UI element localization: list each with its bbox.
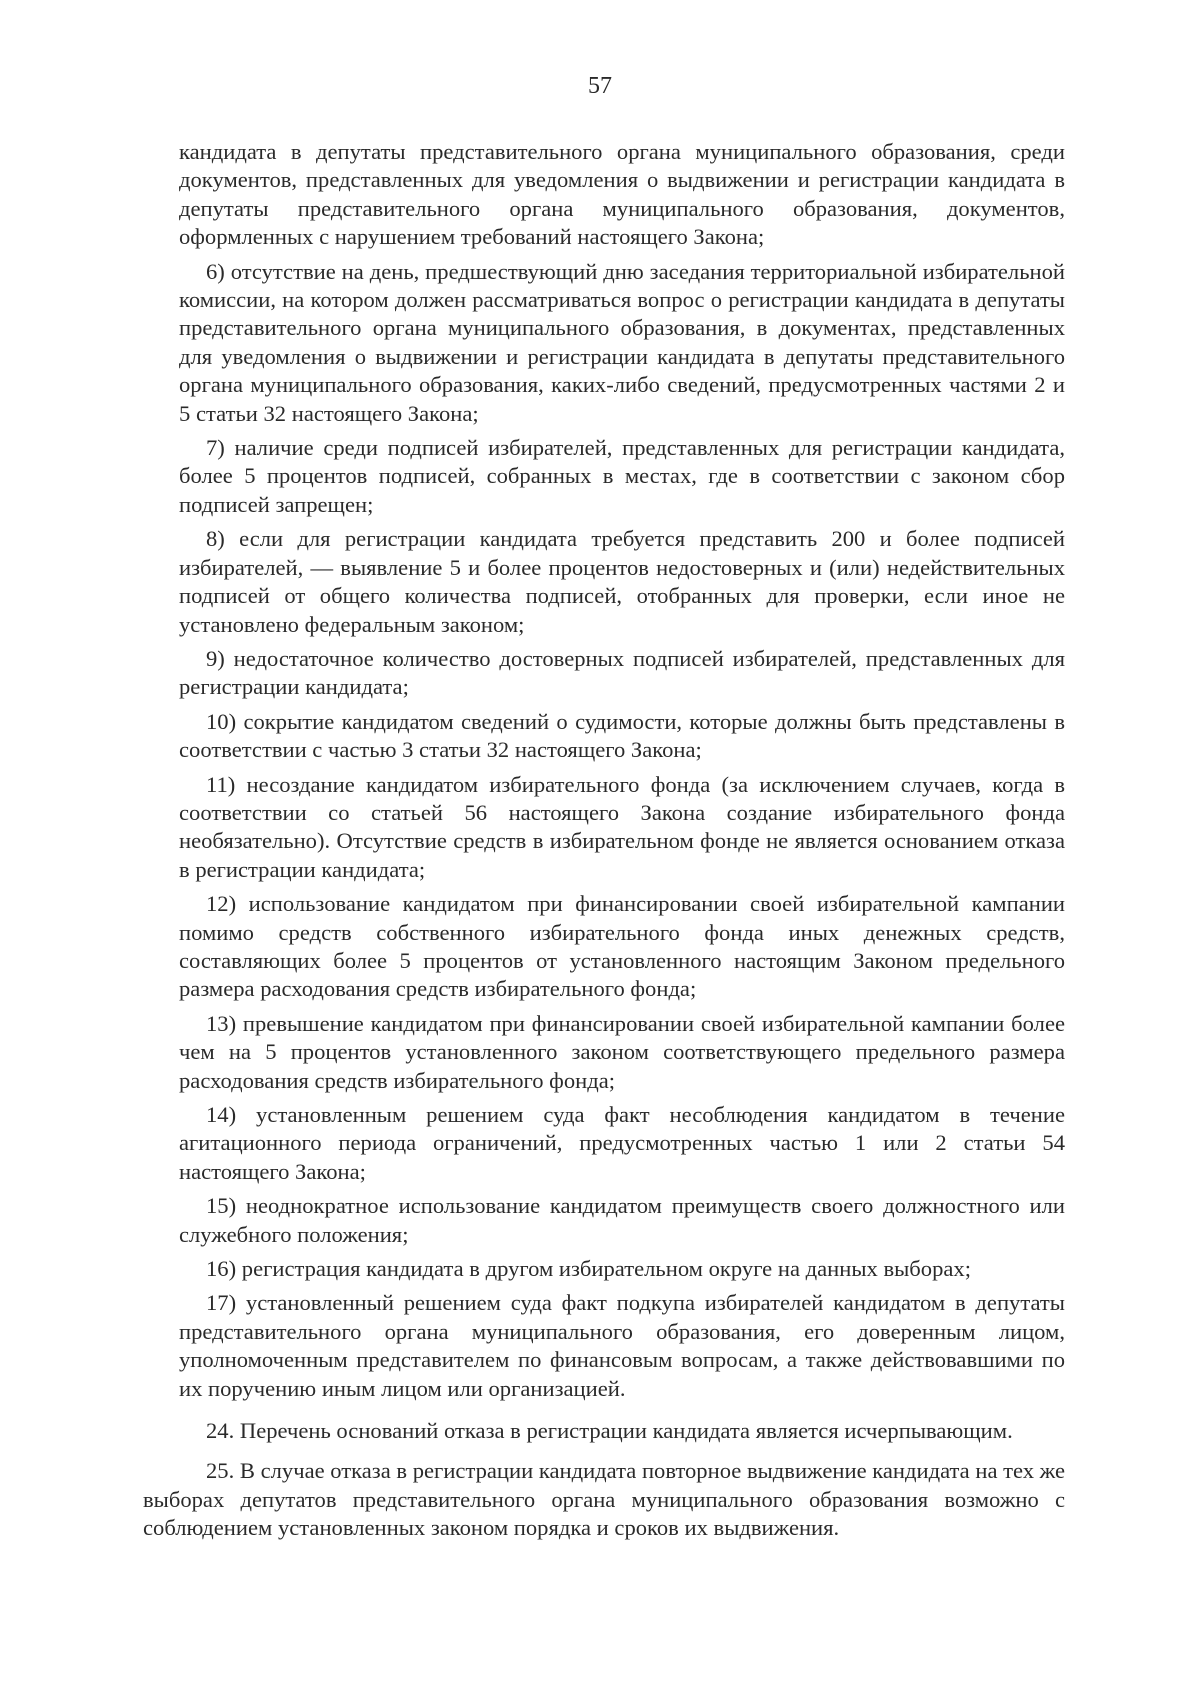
list-item-16: 16) регистрация кандидата в другом избирательном округе на данных выборах; bbox=[206, 1256, 971, 1282]
item-continuation: кандидата в депутаты представительного органа муниципального образования, среди документов, представленных для уведомления о выдвижении и регистрации кандидата в депутаты представительного органа муниципального образования, документов, оформленных с нарушением требований настоящего Закона; bbox=[179, 139, 1065, 250]
list-item-17: 17) установленный решением суда факт подкупа избирателей кандидатом в депутаты представительного органа муниципального образования, его доверенным лицом, уполномоченным представителем по финансовым вопросам, а также действовавшими по их поручению иным лицом или организацией. bbox=[179, 1290, 1065, 1401]
list-item-12: 12) использование кандидатом при финансировании своей избирательной кампании помимо средств собственного избирательного фонда иных денежных средств, составляющих более 5 процентов от установленного настоящим Законом предельного размера расходования средств избирательного фонда; bbox=[179, 891, 1065, 1002]
list-item-6: 6) отсутствие на день, предшествующий дню заседания территориальной избирательной комиссии, на котором должен рассматриваться вопрос о регистрации кандидата в депутаты представительного органа муниципального образования, в документах, представленных для уведомления о выдвижении и регистрации кандидата в депутаты представительного органа муниципального образования, каких-либо сведений, предусмотренных частями 2 и 5 статьи 32 настоящего Закона; bbox=[179, 258, 1065, 426]
list-item-15: 15) неоднократное использование кандидатом преимуществ своего должностного или служебного положения; bbox=[179, 1193, 1065, 1247]
list-item-11: 11) несоздание кандидатом избирательного фонда (за исключением случаев, когда в соответствии со статьей 56 настоящего Закона создание избирательного фонда необязательно). Отсутствие средств в избирательном фонде не является основанием отказа в регистрации кандидата; bbox=[179, 771, 1065, 882]
paragraph-25: 25. В случае отказа в регистрации кандидата повторное выдвижение кандидата на тех же выборах депутатов представительного органа муниципального образования возможно с соблюдением установленных законом порядка и сроков их выдвижения. bbox=[143, 1458, 1066, 1541]
paragraph-24: 24. Перечень оснований отказа в регистрации кандидата является исчерпывающим. bbox=[206, 1418, 1013, 1444]
list-item-7: 7) наличие среди подписей избирателей, представленных для регистрации кандидата, более 5 процентов подписей, собранных в местах, где в соответствии с законом сбор подписей запрещен; bbox=[179, 435, 1065, 517]
list-item-8: 8) если для регистрации кандидата требуется представить 200 и более подписей избирателей, — выявление 5 и более процентов недостоверных и (или) недействительных подписей от общего количества подписей, отобранных для проверки, если иное не установлено федеральным законом; bbox=[179, 526, 1065, 637]
list-item-13: 13) превышение кандидатом при финансировании своей избирательной кампании более чем на 5 процентов установленного законом соответствующего предельного размера расходования средств избирательного фонда; bbox=[179, 1010, 1065, 1093]
page-number: 57 bbox=[588, 73, 612, 99]
list-item-14: 14) установленным решением суда факт несоблюдения кандидатом в течение агитационного периода ограничений, предусмотренных частью 1 или 2 статьи 54 настоящего Закона; bbox=[179, 1102, 1065, 1184]
document-body bbox=[143, 138, 1065, 1549]
list-item-9: 9) недостаточное количество достоверных подписей избирателей, представленных для регистрации кандидата; bbox=[179, 645, 1065, 700]
list-item-10: 10) сокрытие кандидатом сведений о судимости, которые должны быть представлены в соответствии с частью 3 статьи 32 настоящего Закона; bbox=[179, 708, 1065, 763]
